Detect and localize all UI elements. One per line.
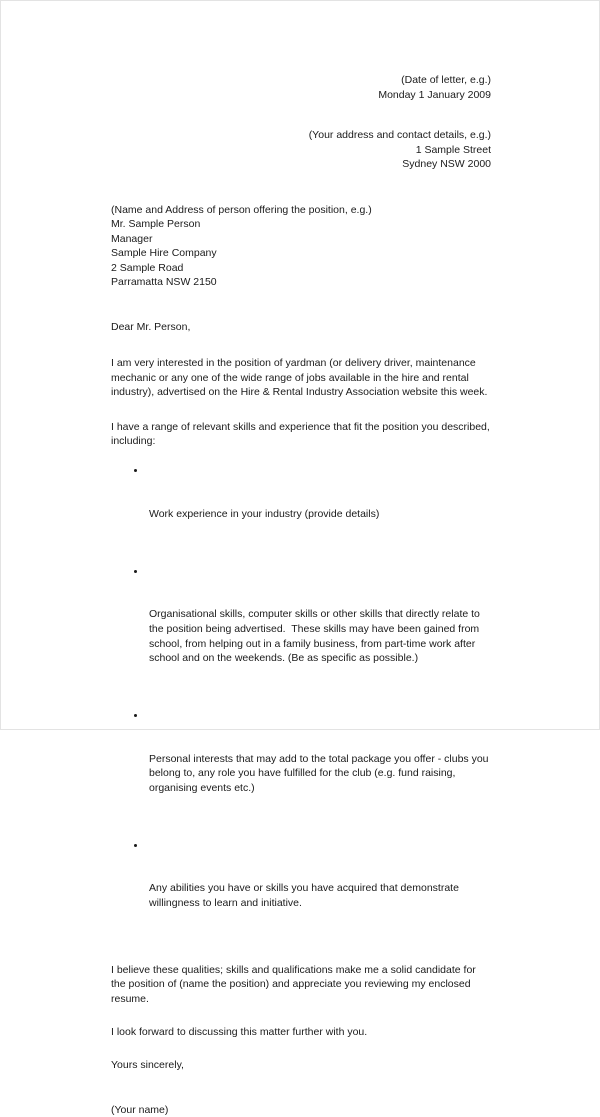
recipient-label: (Name and Address of person offering the position, e.g.): [111, 203, 372, 216]
paragraph-closing-statement: I look forward to discussing this matter further with you.: [111, 1025, 368, 1038]
list-item-text: Any abilities you have or skills you have acquired that demonstrate willingness to learn and initiative.: [149, 882, 462, 909]
bullet-dot-icon: [134, 844, 137, 847]
list-item: [111, 564, 491, 695]
recipient-street: 2 Sample Road: [111, 261, 184, 274]
list-item-text: Work experience in your industry (provide details): [149, 507, 380, 520]
list-item: [111, 463, 491, 551]
recipient-name: Mr. Sample Person: [111, 218, 201, 230]
paragraph-skills-intro: I have a range of relevant skills and experience that fit the position you described, including:: [111, 420, 493, 448]
sender-city: Sydney NSW 2000: [402, 158, 491, 170]
sender-street: 1 Sample Street: [415, 143, 491, 156]
skills-bullet-list: [111, 463, 491, 940]
date-block: [111, 73, 491, 102]
list-item-text: Organisational skills, computer skills or other skills that directly relate to the position being advertised. These skills may have been gained from school, from helping out in a family business, from part-time work after school and on the weekends. (Be as specific as possible.): [149, 608, 483, 665]
salutation: Dear Mr. Person,: [111, 320, 191, 333]
list-item: [111, 708, 491, 825]
sender-address-label: (Your address and contact details, e.g.): [308, 129, 491, 141]
signature-placeholder: (Your name): [111, 1103, 169, 1116]
letter-body: [111, 1, 491, 1117]
list-item: [111, 838, 491, 940]
bullet-dot-icon: [134, 570, 137, 573]
closing-salutation: Yours sincerely,: [111, 1059, 184, 1072]
recipient-title: Manager: [111, 232, 153, 245]
bullet-dot-icon: [134, 714, 137, 717]
recipient-address-block: [111, 203, 491, 290]
date-value: Monday 1 January 2009: [378, 88, 491, 101]
bullet-dot-icon: [134, 469, 137, 472]
paragraph-intro: I am very interested in the position of yardman (or delivery driver, maintenance mechanic or any one of the wide range of jobs available in the hire and rental industry), advertised on the Hire & Rental Industry Association website this week.: [111, 357, 488, 399]
list-item-text: Personal interests that may add to the total package you offer - clubs you belong to, any role you have fulfilled for the club (e.g. fund raising, organising events etc.): [149, 752, 492, 794]
date-label: (Date of letter, e.g.): [401, 74, 491, 86]
recipient-company: Sample Hire Company: [111, 247, 217, 259]
paragraph-qualifications: I believe these qualities; skills and qualifications make me a solid candidate for the position of (name the position) and appreciate you reviewing my enclosed resume.: [111, 963, 479, 1005]
recipient-city: Parramatta NSW 2150: [111, 276, 217, 288]
sender-address-block: [111, 128, 491, 172]
